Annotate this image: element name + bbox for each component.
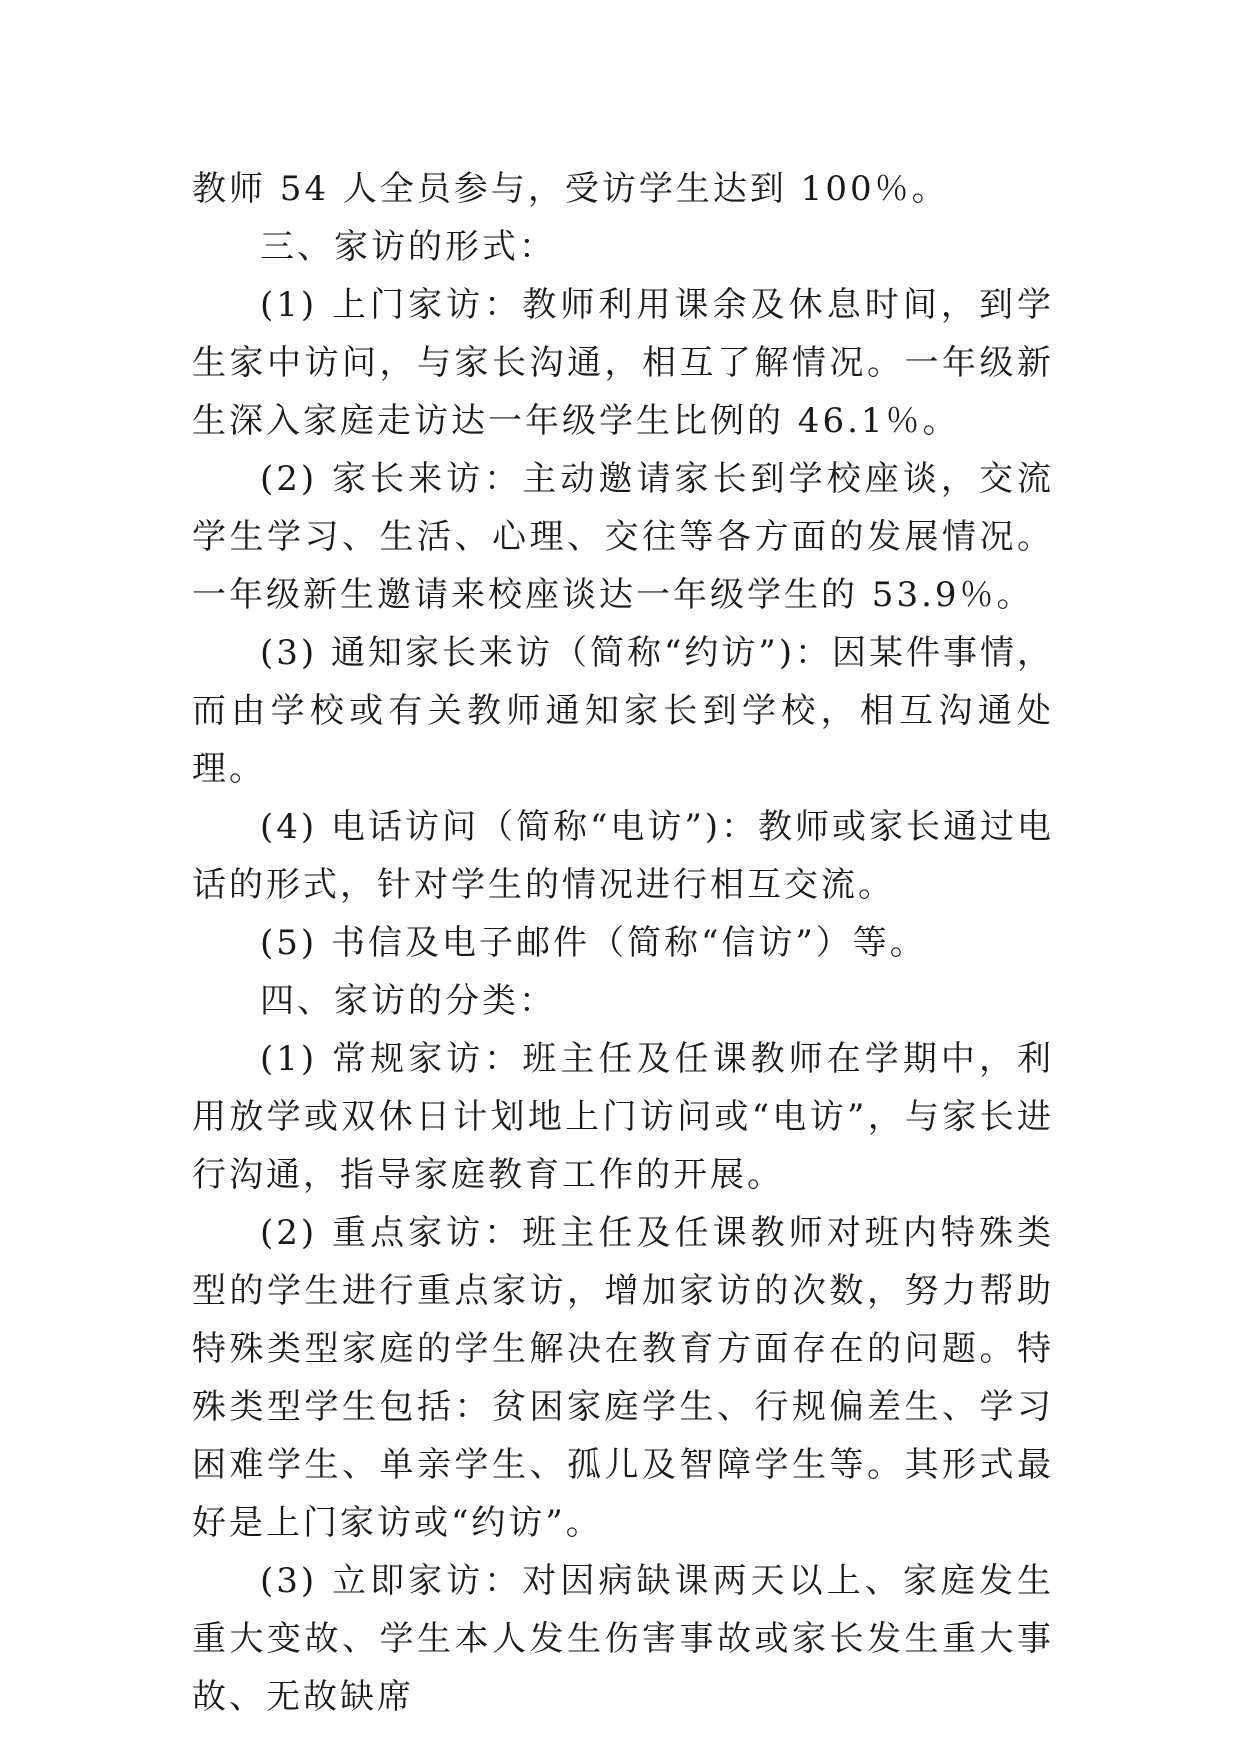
paragraph-immediate-visit: (3) 立即家访：对因病缺课两天以上、家庭发生重大变故、学生本人发生伤害事故或家长发生重大事故、无故缺席	[192, 1561, 1054, 1717]
heading-visit-categories: 四、家访的分类：	[260, 981, 556, 1021]
paragraph-phone-visit: (4) 电话访问（简称“电访”)：教师或家长通过电话的形式，针对学生的情况进行相互交流。	[192, 807, 1054, 905]
body-text	[192, 160, 1054, 1726]
heading-visit-forms: 三、家访的形式：	[260, 227, 556, 267]
paragraph-regular-visit: (1) 常规家访：班主任及任课教师在学期中，利用放学或双休日计划地上门访问或“电访”，与家长进行沟通，指导家庭教育工作的开展。	[192, 1039, 1054, 1195]
paragraph-parent-visit: (2) 家长来访：主动邀请家长到学校座谈，交流学生学习、生活、心理、交往等各方面的发展情况。一年级新生邀请来校座谈达一年级学生的 53.9％。	[192, 459, 1054, 615]
paragraph-home-visit: (1) 上门家访：教师利用课余及休息时间，到学生家中访问，与家长沟通，相互了解情况。一年级新生深入家庭走访达一年级学生比例的 46.1％。	[192, 285, 1054, 441]
paragraph-key-visit: (2) 重点家访：班主任及任课教师对班内特殊类型的学生进行重点家访，增加家访的次数，努力帮助特殊类型家庭的学生解决在教育方面存在的问题。特殊类型学生包括：贫困家庭学生、行规偏差生、学习困难学生、单亲学生、孤儿及智障学生等。其形式最好是上门家访或“约访”。	[192, 1213, 1054, 1543]
paragraph-appointment-visit: (3) 通知家长来访（简称“约访”)：因某件事情，而由学校或有关教师通知家长到学校，相互沟通处理。	[192, 633, 1054, 789]
paragraph-letter-visit: (5) 书信及电子邮件（简称“信访”）等。	[260, 923, 927, 963]
paragraph-participation: 教师 54 人全员参与，受访学生达到 100％。	[192, 169, 949, 209]
